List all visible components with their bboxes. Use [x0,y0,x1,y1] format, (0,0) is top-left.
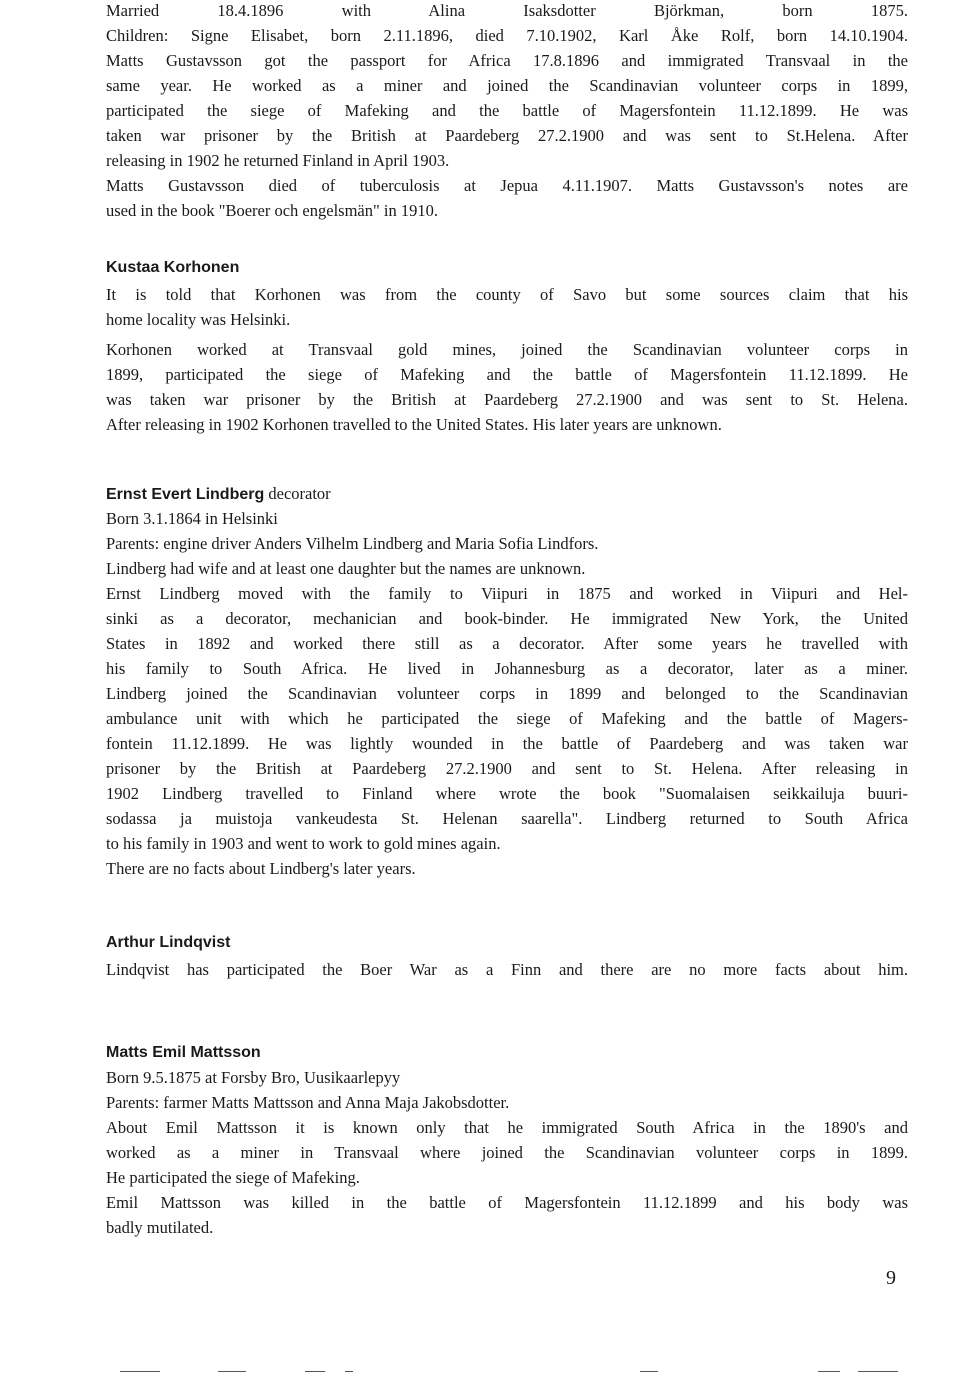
scan-mark [345,1371,353,1372]
text-line: It is told that Korhonen was from the county of Savo but some sources claim that his [106,285,908,304]
text-line: Matts Gustavsson got the passport for Africa 17.8.1896 and immigrated Transvaal in the [106,51,908,70]
text-line: Ernst Lindberg moved with the family to Viipuri in 1875 and worked in Viipuri and Hel- [106,584,908,603]
text-line: badly mutilated. [106,1218,214,1237]
entry-korhonen [106,255,908,437]
text-line: prisoner by the British at Paardeberg 27.2.1900 and sent to St. Helena. After releasing in [106,759,908,778]
scan-mark [120,1371,160,1372]
text-line: ambulance unit with which he participated the siege of Mafeking and the battle of Magers- [106,709,908,728]
intro-section [106,0,908,223]
text-line: Born 9.5.1875 at Forsby Bro, Uusikaarlepyy [106,1068,401,1087]
text-line: Lindberg had wife and at least one daughter but the names are unknown. [106,559,586,578]
scan-edge-marks [0,1369,960,1375]
entry-lindqvist [106,930,908,982]
text-line: his family to South Africa. He lived in Johannesburg as a decorator, later as a miner. [106,659,908,678]
entry-heading: Kustaa Korhonen [106,259,240,276]
text-line: He participated the siege of Mafeking. [106,1168,360,1187]
text-line: sodassa ja muistoja vankeudesta St. Helenan saarella". Lindberg returned to South Africa [106,809,908,828]
text-line: Matts Gustavsson died of tuberculosis at Jepua 4.11.1907. Matts Gustavsson's notes are [106,176,908,195]
text-line: Lindqvist has participated the Boer War as a Finn and there are no more facts about him. [106,960,908,979]
scan-mark [305,1371,325,1372]
text-line: Parents: engine driver Anders Vilhelm Lindberg and Maria Sofia Lindfors. [106,534,599,553]
entry-mattsson [106,1040,908,1240]
text-line: home locality was Helsinki. [106,310,291,329]
entry-name: Ernst Evert Lindberg [106,486,265,503]
scan-mark [640,1371,658,1372]
text-line: fontein 11.12.1899. He was lightly wounded in the battle of Paardeberg and was taken war [106,734,908,753]
text-line: to his family in 1903 and went to work to gold mines again. [106,834,501,853]
text-line: States in 1892 and worked there still as a decorator. After some years he travelled with [106,634,908,653]
scan-mark [218,1371,246,1372]
text-line: Married 18.4.1896 with Alina Isaksdotter Björkman, born 1875. [106,1,908,20]
text-line: There are no facts about Lindberg's later years. [106,859,416,878]
entry-lindberg [106,481,908,881]
text-line: same year. He worked as a miner and joined the Scandinavian volunteer corps in 1899, [106,76,908,95]
text-line: releasing in 1902 he returned Finland in April 1903. [106,151,450,170]
entry-heading [106,481,908,506]
entry-occupation: decorator [264,484,331,503]
text-line: Lindberg joined the Scandinavian volunteer corps in 1899 and belonged to the Scandinavian [106,684,908,703]
text-line: used in the book "Boerer och engelsmän" in 1910. [106,201,438,220]
text-line: taken war prisoner by the British at Paardeberg 27.2.1900 and was sent to St.Helena. After [106,126,908,145]
text-line: worked as a miner in Transvaal where joined the Scandinavian volunteer corps in 1899. [106,1143,908,1162]
text-line: Parents: farmer Matts Mattsson and Anna Maja Jakobsdotter. [106,1093,510,1112]
page-number: 9 [886,1267,896,1289]
text-line: Children: Signe Elisabet, born 2.11.1896, died 7.10.1902, Karl Åke Rolf, born 14.10.1904. [106,26,908,45]
text-line: 1899, participated the siege of Mafeking and the battle of Magersfontein 11.12.1899. He [106,365,908,384]
entry-heading: Arthur Lindqvist [106,934,231,951]
text-line: Born 3.1.1864 in Helsinki [106,509,278,528]
text-line: 1902 Lindberg travelled to Finland where wrote the book "Suomalaisen seikkailuja buuri- [106,784,908,803]
scan-mark [818,1371,840,1372]
text-line: was taken war prisoner by the British at Paardeberg 27.2.1900 and was sent to St. Helena. [106,390,908,409]
scan-mark [858,1371,898,1372]
entry-heading: Matts Emil Mattsson [106,1044,261,1061]
text-line: After releasing in 1902 Korhonen travelled to the United States. His later years are unknown. [106,415,722,434]
text-line: Emil Mattsson was killed in the battle of Magersfontein 11.12.1899 and his body was [106,1193,908,1212]
text-line: Korhonen worked at Transvaal gold mines, joined the Scandinavian volunteer corps in [106,340,908,359]
text-line: About Emil Mattsson it is known only that he immigrated South Africa in the 1890's and [106,1118,908,1137]
text-line: participated the siege of Mafeking and the battle of Magersfontein 11.12.1899. He was [106,101,908,120]
text-line: sinki as a decorator, mechanician and book-binder. He immigrated New York, the United [106,609,908,628]
